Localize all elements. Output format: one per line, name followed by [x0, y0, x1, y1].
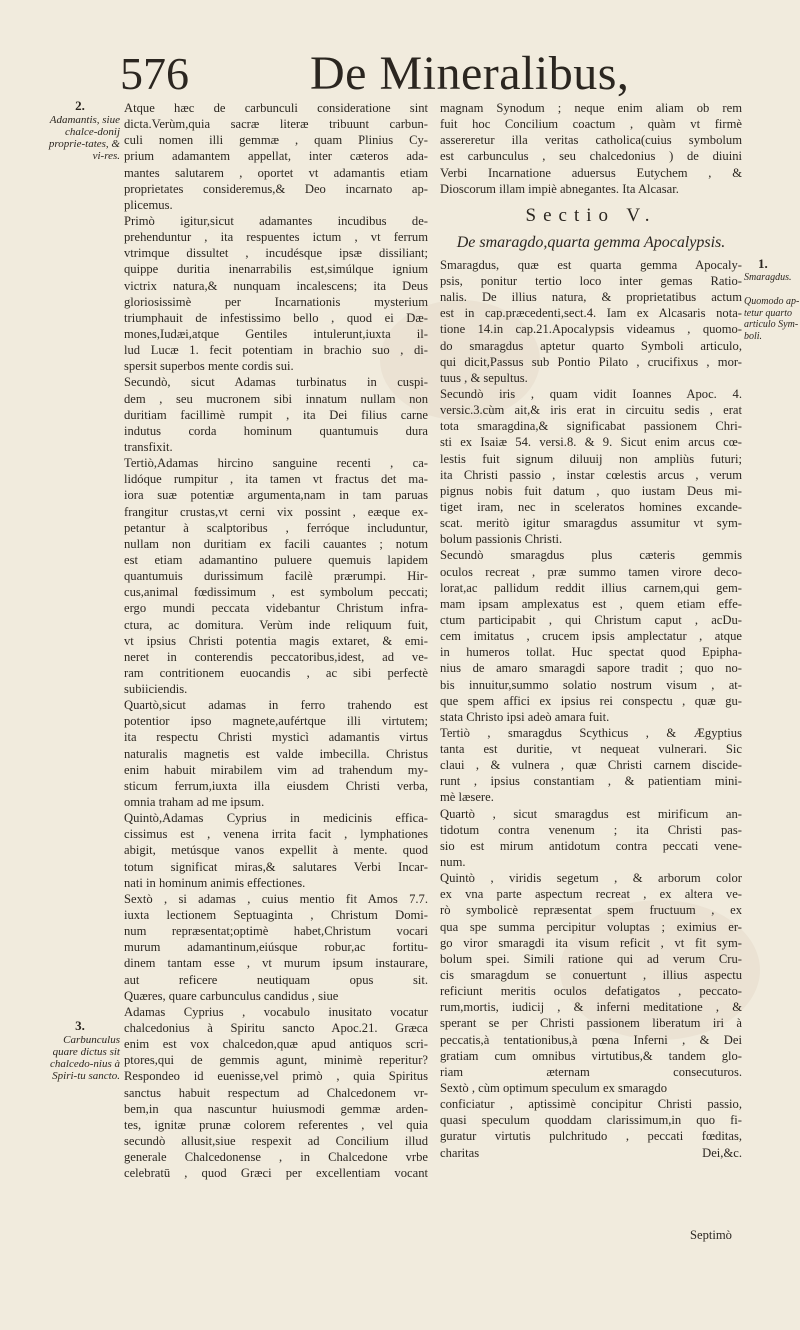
- text-line: rò symbolicè repræsentat spem fructuum , ex: [440, 903, 742, 918]
- text-line: transfixit.: [124, 439, 173, 454]
- text-line: victrix natura,& nunquam incalescens; ita Deus: [124, 278, 428, 293]
- text-line: ita respectu Christi mysticì adamantis virtus: [124, 730, 428, 745]
- margin-note-number: 2.: [75, 98, 85, 113]
- section-title: De smaragdo,quarta gemma Apocalypsis.: [456, 233, 726, 251]
- text-line: iora suæ potentiæ argumenta,nam in tam paruas: [124, 488, 428, 503]
- text-line: nullam non duritiam ex facili cauantes ; notum: [124, 536, 428, 551]
- text-line: claui , & vulnera , quæ Christi carnem discide-: [440, 758, 742, 773]
- text-line: Secundò, sicut Adamas turbinatus in cuspi-: [124, 375, 428, 390]
- text-line: cus,animal fœdissimum , est symbolum peccati;: [124, 585, 428, 600]
- text-line: prium adamantem appellat, inter cæteros ada-: [124, 149, 428, 164]
- text-line: go viror smaragdi ita visum reficit , vt fit sym-: [440, 935, 742, 950]
- text-line: Tertiò,Adamas hircino sanguine recenti , ca-: [124, 456, 428, 471]
- text-line: tes, ignitæ prunæ colorem referentes , vel quia: [124, 1117, 428, 1132]
- right-column-continuation: [440, 100, 742, 197]
- text-line: cis smaragdum se conuertunt , illius aspectu: [440, 968, 742, 983]
- text-line: qui dicit,Passus sub Pontio Pilato , crucifixus , mor-: [440, 354, 742, 369]
- text-line: ram contritionem euocandis , ac sibi perfectè: [124, 665, 428, 680]
- text-line: mè læsere.: [440, 790, 494, 805]
- text-line: magnam Synodum ; neque enim aliam ob rem: [440, 101, 742, 115]
- text-line: Quintò,Adamas Cyprius in medicinis effica-: [124, 811, 428, 826]
- text-line: prehenduntur , ita respuentes ictum , vt ferrum: [124, 230, 428, 245]
- text-line: in humeros tollat. Huc spectat quod Epipha-: [440, 645, 742, 660]
- text-line: bolum passionis Christi.: [440, 532, 563, 547]
- text-line: vt ipsius Christi potentia magis extaret, & emi-: [124, 633, 428, 648]
- page-header: [120, 44, 720, 104]
- text-line: versic.3.cùm ait,& iris erat in circuitu sedis , erat: [440, 403, 742, 418]
- text-line: enim est vox chalcedon,quæ apud antiquos scri-: [124, 1037, 428, 1052]
- text-line: lud Lucæ 1. fecit potentiam in brachio suo , di-: [124, 343, 428, 358]
- text-line: do smaragdus aptetur quarto Symboli articulo,: [440, 338, 742, 353]
- text-line: rum,mortis, iudicij , & inferni meditatione , &: [440, 1000, 742, 1015]
- section-heading: Sectio V.: [525, 204, 657, 226]
- text-line: est etiam adamantino puluere quemuis lapidem: [124, 552, 428, 567]
- text-line: ita Christi passio , instar cœlestis arcus , verum: [440, 467, 742, 482]
- text-line: generale Chalcedonense , in Chalcedone vrbe: [124, 1150, 428, 1165]
- running-head: De Mineralibus,: [310, 47, 630, 100]
- text-line: assereretur illa veritas catholica(cuius symbolum: [440, 133, 742, 148]
- text-line: triumphauit de infestissimo bello , quod ei Dæ-: [124, 310, 428, 325]
- text-line: que spem affici ex ipsius rei conspectu , quæ gu-: [440, 693, 742, 708]
- text-line: petantur à scalptoribus , ferróque includuntur,: [124, 520, 428, 535]
- text-line: Verbi Incarnatione aduersus Eutychem , &: [440, 165, 742, 180]
- text-line: ex vna parte aspectum recreat , ex altera ve-: [440, 887, 742, 902]
- text-line: quasi speculum quoddam clarissimum,in quo fi-: [440, 1113, 742, 1128]
- text-line: iuxta lectionem Septuaginta , Christum Domi-: [124, 908, 428, 923]
- text-line: Secundò iris , quam vidit Ioannes Apoc. 4.: [440, 386, 742, 401]
- text-line: Tertiò , smaragdus Scythicus , & Ægyptius: [440, 725, 742, 740]
- text-line: lorat,ac pallidum reddit illius carnem,qui gem-: [440, 580, 742, 595]
- margin-note-left-2: [40, 1020, 120, 1082]
- text-line: tiget iram, nec in sceleratos homines excande-: [440, 499, 742, 514]
- margin-note-right-1: [744, 258, 800, 283]
- text-line: Quartò , sicut smaragdus est mirificum an-: [440, 806, 742, 821]
- text-line: pignus nobis fuit datum , quo iustam Deus mi-: [440, 483, 742, 498]
- text-line: fuit hoc Concilium coactum , quàm vt firmè: [440, 117, 742, 132]
- text-line: sti ex Isaiæ 54. versi.8. & 9. Sicut enim arcus cœ-: [440, 435, 742, 450]
- text-line: culi nomen illi gemmæ , quam Plinius Cy-: [124, 133, 428, 148]
- text-line: Respondeo id euenisse,vel primò , quia Spiritus: [124, 1069, 428, 1084]
- text-line: Smaragdus, quæ est quarta gemma Apocaly-: [440, 257, 742, 272]
- text-line: dicta.Verùm,quia sacræ literæ tribuunt carbun-: [124, 117, 428, 132]
- text-line: enim habuit mirabilem vim ad trahendum my-: [124, 762, 428, 777]
- text-line: subiiciendis.: [124, 682, 188, 697]
- text-line: Quintò , viridis segetum , & arborum color: [440, 871, 742, 886]
- text-line: sio est mirum antidotum contra peccati vene-: [440, 838, 742, 853]
- text-line: conficiatur , aptissimè concipitur Christi passio,: [440, 1097, 742, 1112]
- text-line: duritiam facillimè rumpit , ita Dei filius carne: [124, 407, 428, 422]
- text-line: runt , ipsius constantiam , & patientiam mini-: [440, 774, 742, 789]
- text-line: tota smaragdina,& significabat passionem Chri-: [440, 419, 742, 434]
- text-line: chalcedonius à Spiritu sancto Apoc.21. Græca: [124, 1021, 428, 1036]
- text-line: abigit, metúsque vanos expellit à mente. quod: [124, 843, 428, 858]
- text-line: stata Christo ipsi adeò amara fuit.: [440, 709, 610, 724]
- text-line: aut reficere neutiquam opus sit.: [124, 972, 428, 987]
- text-line: Adamas Cyprius , vocabulo inusitato vocatur: [124, 1004, 428, 1019]
- text-line: est in cap.præcedenti,sect.4. Iam ex Alcasaris nota-: [440, 306, 742, 321]
- text-line: guratur virtutis pulchritudo , peccati fœditas,: [440, 1129, 742, 1144]
- text-line: ptores,qui de gemmis agunt, minimè reperitur?: [124, 1053, 428, 1068]
- text-line: spersit superbos mente cordis sui.: [124, 359, 294, 374]
- margin-note-text: Adamantis, siue chalce-donij proprie-tates, & vi-res.: [48, 114, 120, 162]
- text-line: dinem tantam esse , vt murum ipsum instaurare,: [124, 956, 428, 971]
- text-line: plicemus.: [124, 197, 173, 212]
- text-line: nalis. De illius natura, & proprietatibus actum: [440, 290, 742, 305]
- text-line: lidóque rumpitur , ita tamen vt fractus det ma-: [124, 472, 428, 487]
- text-line: mones,Iudæi,atque Gentiles intulerunt,iuxta il-: [124, 326, 428, 341]
- text-line: oculos recreat , præ summo tamen virore deco-: [440, 564, 742, 579]
- text-line: naturalis magnetis est valde imbecilla. Christus: [124, 746, 428, 761]
- text-line: lestis fuit signum diluuij non ampliùs futuri;: [440, 451, 742, 466]
- right-column: [440, 100, 742, 1161]
- text-line: num repræsentat;optimè habet,Christum vocari: [124, 924, 428, 939]
- text-line: mantes salutarem , oportet vt adamantis etiam: [124, 165, 428, 180]
- text-line: tidotum contra venenum ; ita Christi pas-: [440, 822, 742, 837]
- text-line: tione 14.in cap.21.Apocalypsis videamus , quomo-: [440, 322, 742, 337]
- text-line: Quæres, quare carbunculus candidus , siue: [124, 988, 339, 1003]
- margin-note-number: 1.: [758, 256, 768, 271]
- text-line: omnia traham ad me ipsum.: [124, 795, 265, 810]
- left-column: [124, 100, 428, 1181]
- catchword: Septimò: [690, 1228, 732, 1242]
- text-line: sperant se per Christi passionem liberatum iri à: [440, 1016, 742, 1031]
- text-line: scat. meritò igitur smaragdus assumitur vt sym-: [440, 516, 742, 531]
- text-line: ctum participabit , qui Christum caput , acDu-: [440, 612, 742, 627]
- text-line: quippe duritia inenarrabilis est,simúlque ignium: [124, 262, 428, 277]
- text-line: Sextò , cùm optimum speculum ex smaragdo: [440, 1081, 668, 1096]
- text-line: ctura, ac domitura. Verùm inde reliquum fuit,: [124, 617, 428, 632]
- text-line: frangitur crustas,vt cerni vix possint , eæque ex-: [124, 504, 428, 519]
- text-line: quantumuis durissimum facilè prærumpi. Hir-: [124, 569, 428, 584]
- text-line: tuus , & sepultus.: [440, 370, 528, 385]
- text-line: gratiam cum omnibus virtutibus,& tandem glo-: [440, 1048, 742, 1063]
- text-line: vtrimque dissultet , incudésque ipsæ dissiliant;: [124, 246, 428, 261]
- margin-note-left-1: [40, 100, 120, 162]
- margin-note-text: Carbunculus quare dictus sit chalcedo-nius à Spiri-tu sancto.: [50, 1034, 120, 1082]
- text-line: cem imitatus , crucem ipsis amplectatur , atque: [440, 629, 742, 644]
- text-line: bolum spei. Simili ratione qui ad verum Cru-: [440, 951, 742, 966]
- text-line: bem,in qua nascuntur huiusmodi gemmæ arden-: [124, 1101, 428, 1116]
- text-line: sanctus habuit respectum ad Chalcedonem vr-: [124, 1085, 428, 1100]
- text-line: Atque hæc de carbunculi consideratione sint: [124, 101, 428, 115]
- text-line: Quartò,sicut adamas in ferro trahendo est: [124, 698, 428, 713]
- right-column-body: [440, 257, 742, 1161]
- text-line: indutus corda hominum quantumuis dura: [124, 423, 428, 438]
- text-line: qua spe summa percipitur voluptas ; eximius er-: [440, 919, 742, 934]
- text-line: reficiunt meritis oculos defatigatos , peccato-: [440, 984, 742, 999]
- text-line: neret in conterendis peccatoribus,idest, ad ve-: [124, 649, 428, 664]
- text-line: mam ipsam amplexatus est , quem etiam effe-: [440, 596, 742, 611]
- text-line: sticum ferrum,iuxta illa eiusdem Christi verba,: [124, 778, 428, 793]
- text-line: nati in hominum animis effectiones.: [124, 875, 306, 890]
- text-line: Sextò , si adamas , cuius mentio fit Amos 7.7.: [124, 891, 428, 906]
- text-line: num.: [440, 855, 466, 870]
- text-line: bis innuitur,summo solatio nostrum visum , at-: [440, 677, 742, 692]
- margin-note-text: Quomodo ap-tetur quarto articulo Sym-boli.: [744, 296, 800, 342]
- text-line: peccatis,à tentationibus,à pœna Inferni , & Dei: [440, 1032, 742, 1047]
- text-line: gloriosissimè per Incarnationis mysterium: [124, 294, 428, 309]
- text-line: ergo mundi peccata videbantur Christum infra-: [124, 601, 428, 616]
- text-line: totum significat miras,& salutares Verbi Incar-: [124, 859, 428, 874]
- margin-note-number: 3.: [75, 1018, 85, 1033]
- text-line: celebratū , quod Græci per excellentiam vocant: [124, 1166, 428, 1181]
- text-line: secundò allusit,siue respexit ad Concilium illud: [124, 1134, 428, 1148]
- text-line: est carbunculus , seu chalcedonius ) de diuini: [440, 149, 742, 164]
- margin-note-right-2: [744, 296, 800, 342]
- text-line: Dioscorum illam impiè abnegantes. Ita Alcasar.: [440, 181, 679, 196]
- margin-note-text: Smaragdus.: [744, 271, 792, 283]
- text-line: dem , seu mucronem sibi innatum nullam non: [124, 391, 428, 406]
- text-line: proprietates consideremus,& Deo incarnato ap-: [124, 181, 428, 196]
- text-line: Primò igitur,sicut adamantes incudibus de-: [124, 213, 428, 228]
- text-line: psis, ponitur tertio loco inter gemas Ratio-: [440, 273, 742, 288]
- text-line: murum adamantinum,eiúsque robur,ac fortitu-: [124, 940, 428, 955]
- text-line: charitas Dei,&c.: [440, 1145, 742, 1160]
- text-line: nius de amaro smaragdi sapore tradit ; quo no-: [440, 661, 742, 676]
- text-line: potentior ipso magnete,aufértque illi virtutem;: [124, 714, 428, 729]
- text-line: tanta est duritie, vt nequeat vulnerari. Sic: [440, 742, 742, 757]
- text-line: cissimus est , venena irrita facit , lymphationes: [124, 827, 428, 842]
- page-number: 576: [120, 48, 189, 99]
- text-line: Secundò smaragdus plus cæteris gemmis: [440, 548, 742, 563]
- text-line: riam æternam consecuturos.: [440, 1064, 742, 1079]
